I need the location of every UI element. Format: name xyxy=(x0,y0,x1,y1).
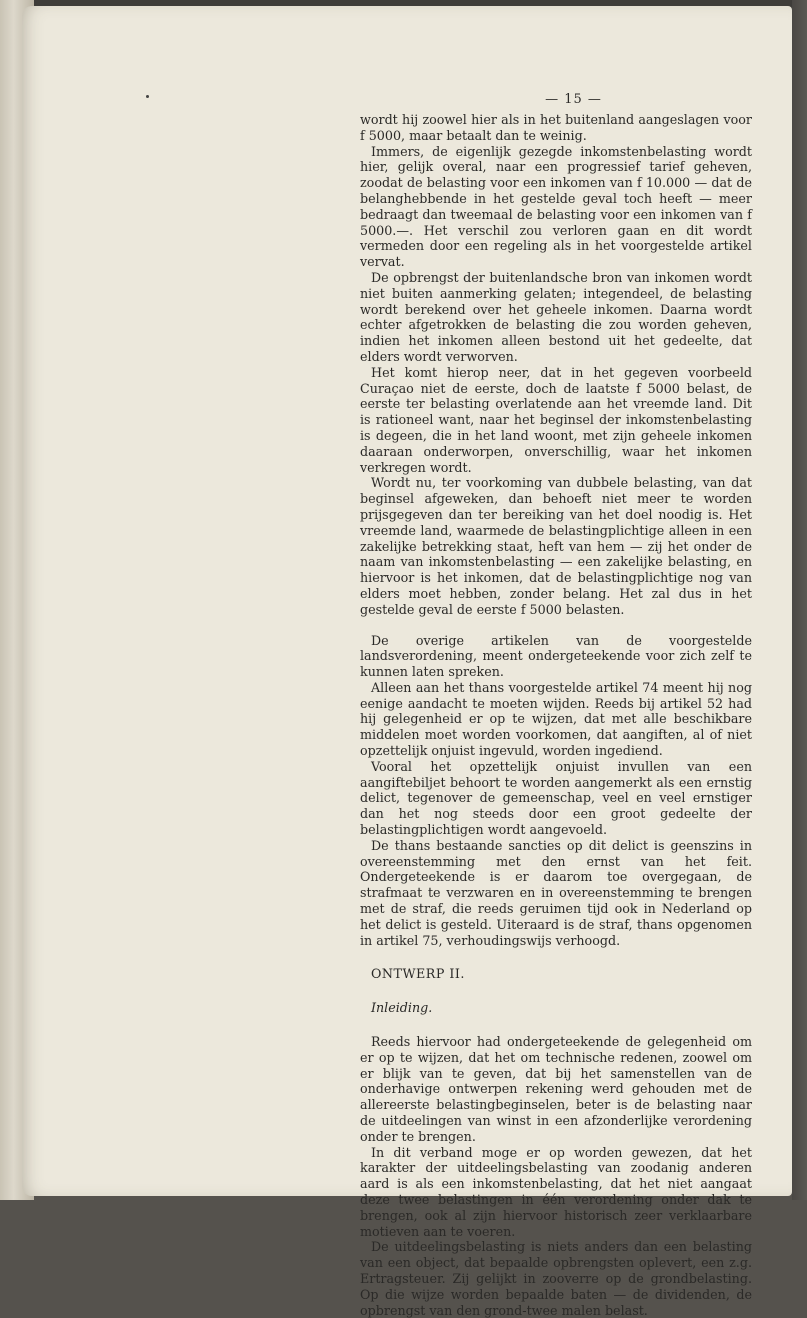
paragraph: Het komt hierop neer, dat in het gegeven voorbeeld Curaçao niet de eerste, doch de laatste f 5000 belast, de eerste ter belasting overlatende aan het vreemde land. Dit is rationeel want, naar het beginsel der inkomstenbelasting is degeen, die in het land woont, met zijn geheele inkomen daaraan onderworpen, onverschillig, waar het inkomen verkregen wordt. xyxy=(360,364,752,475)
page-number: — 15 — xyxy=(545,92,602,107)
section-subheading: Inleiding. xyxy=(371,1000,433,1016)
paragraph: De thans bestaande sancties op dit delict is geenszins in overeenstemming met den ernst van het feit. Ondergeteekende is er daarom toe overgegaan, de strafmaat te verzwaren en in overeenstemming te brengen met de straf, die reeds geruimen tijd ook in Nederland op het delict is gesteld. Uiteraard is de straf, thans opgenomen in artikel 75, verhoudingswijs verhoogd. xyxy=(360,837,752,948)
body-text xyxy=(360,112,752,1318)
paragraph: De opbrengst der buitenlandsche bron van inkomen wordt niet buiten aanmerking gelaten; integendeel, de belasting wordt berekend over het geheele inkomen. Daarna wordt echter afgetrokken de belasting die zou worden geheven, indien het inkomen alleen bestond uit het gedeelte, dat elders wordt verworven. xyxy=(360,269,752,364)
paragraph: In dit verband moge er op worden gewezen, dat het karakter der uitdeelingsbelasting van zoodanig anderen aard is als een inkomstenbelasting, dat het niet aangaat deze twee belastingen in één verordening onder dak te brengen, ook al zijn hiervoor historisch zeer verklaarbare motieven aan te voeren. xyxy=(360,1144,752,1239)
paragraph: Wordt nu, ter voorkoming van dubbele belasting, van dat beginsel afgeweken, dan behoeft niet meer te worden prijsgegeven dan ter bereiking van het doel noodig is. Het vreemde land, waarmede de belastingplichtige alleen in een zakelijke betrekking staat, heft van hem — zij het onder de naam van inkomstenbelasting — een zakelijke belasting, en hiervoor is het inkomen, dat de belastingplichtige nog van elders moet hebben, zonder belang. Het zal dus in het gestelde geval de eerste f 5000 belasten. xyxy=(360,475,752,617)
section-heading: ONTWERP II. xyxy=(371,966,465,982)
paragraph: Immers, de eigenlijk gezegde inkomstenbelasting wordt hier, gelijk overal, naar een progressief tarief geheven, zoodat de belasting voor een inkomen van f 10.000 — dat de belanghebbende in het gestelde geval toch heeft — meer bedraagt dan tweemaal de belasting voor een inkomen van f 5000.—. Het verschil zou verloren gaan en dit wordt vermeden door een regeling als in het voorgestelde artikel vervat. xyxy=(360,143,752,270)
paragraph: De overige artikelen van de voorgestelde landsverordening, meent ondergeteekende voor zich zelf te kunnen laten spreken. xyxy=(360,632,752,680)
paragraph: Alleen aan het thans voorgestelde artikel 74 meent hij nog eenige aandacht te moeten wijden. Reeds bij artikel 52 had hij gelegenheid er op te wijzen, dat met alle beschikbare middelen moet worden voorkomen, dat aangiften, al of niet opzettelijk onjuist ingevuld, worden ingediend. xyxy=(360,679,752,759)
paragraph: De uitdeelingsbelasting is niets anders dan een belasting van een object, dat bepaalde opbrengsten oplevert, een z.g. Ertragsteuer. Zij gelijkt in zooverre op de grondbelasting. Op die wijze worden bepaalde baten — de dividenden, de opbrengst van den grond-twee malen belast. xyxy=(360,1239,752,1318)
paragraph: Vooral het opzettelijk onjuist invullen van een aangiftebiljet behoort te worden aangemerkt als een ernstig delict, tegenover de gemeenschap, veel en veel ernstiger dan het nog steeds door een groot gedeelte der belastingplichtigen wordt aangevoeld. xyxy=(360,758,752,838)
paragraph: Reeds hiervoor had ondergeteekende de gelegenheid om er op te wijzen, dat het om technische redenen, zoowel om er blijk van te geven, dat bij het samenstellen van de onderhavige ontwerpen rekening werd gehouden met de allereerste belastingbeginselen, beter is de belasting naar de uitdeelingen van winst in een afzonderlijke verordening onder te brengen. xyxy=(360,1034,752,1144)
scan-right-edge xyxy=(792,0,807,1200)
paragraph: wordt hij zoowel hier als in het buitenland aangeslagen voor f 5000, maar betaalt dan te weinig. xyxy=(360,112,752,143)
